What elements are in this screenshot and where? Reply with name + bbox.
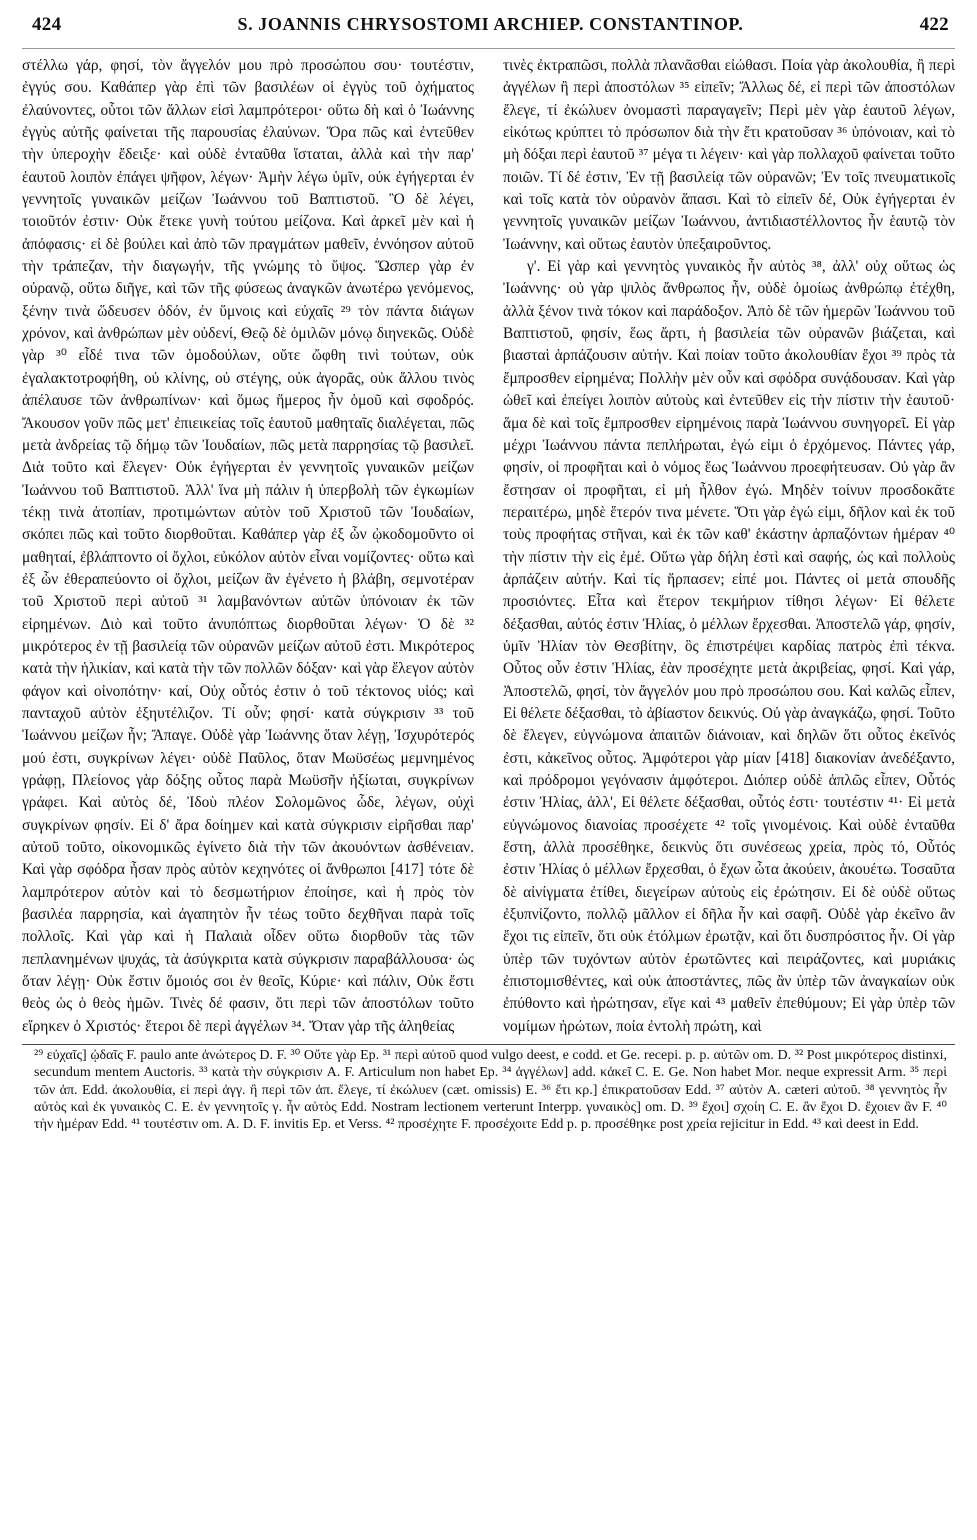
right-column [503,55,955,1038]
right-paragraph: τινὲς ἐκτραπῶσι, πολλὰ πλανᾶσθαι εἰώθασι. Ποία γὰρ ἀκολουθία, ἢ περὶ ἀγγέλων ἢ περὶ ἀποστόλων ³⁵ εἰπεῖν; Ἄλλως δέ, εἰ περὶ τῶν ἀποστόλων ἔλεγε, τί ἐκώλυεν ὀνομαστὶ παραγαγεῖν; Περὶ μὲν γὰρ ἑαυτοῦ λέγων, εἰκότως κρύπτει τὸ πρόσωπον διὰ τὴν ἔτι κρατοῦσαν ³⁶ ὑπόνοιαν, καὶ τὸ μὴ δόξαι περὶ ἑαυτοῦ ³⁷ μέγα τι λέγειν· καὶ γὰρ πολλαχοῦ φαίνεται τοῦτο ποιῶν. Τί δέ ἐστιν, Ἐν τῇ βασιλείᾳ τῶν οὐρανῶν; Ἐν τοῖς πνευματικοῖς καὶ τοῖς κατὰ τὸν οὐρανὸν ἅπασι. Καὶ τὸ εἰπεῖν δέ, Οὐκ ἐγήγερται ἐν γεννητοῖς γυναικῶν μείζων Ἰωάννου, ἀντιδιαστέλλοντος ἦν ἑαυτῷ τὸν Ἰωάννην, καὶ οὕτως ἑαυτὸν ὑπεξαιροῦντος. [503,57,955,253]
running-title: S. JOANNIS CHRYSOSTOMI ARCHIEP. CONSTANTINOP. [237,14,744,34]
left-page-number: 424 [32,14,62,35]
left-column [22,55,474,1038]
running-head [22,14,955,49]
right-page-number: 422 [919,14,949,35]
footnotes: ²⁹ εὐχαῖς] ᾠδαῖς F. paulo ante ἀνώτερος D. F. ³⁰ Οὔτε γὰρ Ep. ³¹ περὶ αὐτοῦ quod vulgo deest, e codd. et Ge. recepi. p. p. αὐτῶν om. D. ³² Post μικρότερος distinxi, secundum mentem Auctoris. ³³ κατὰ τὴν σύγκρισιν A. F. Articulum non habet Ep. ³⁴ ἀγγέλων] add. κἀκεῖ C. E. Ge. Non habet Mor. neque expressit Arm. ³⁵ περὶ τῶν ἀπ. Edd. ἀκολουθία, εἰ περὶ ἀγγ. ἢ περὶ τῶν ἀπ. ἔλεγε, τί ἐκώλυεν (cæt. omissis) E. ³⁶ ἔτι κρ.] ἐπικρατοῦσαν Edd. ³⁷ αὐτὸν A. cæteri αὐτοῦ. ³⁸ γεννητὸς ἦν αὐτὸς καὶ ἐκ γυναικὸς C. E. ἐν γεννητοῖς γ. ἦν αὐτὸς Edd. Nostram lectionem verterunt Interpp. γυναικὸς] om. D. ³⁹ ἔχοι] σχοίη C. E. ἂν ἔχοι D. ἔχοιεν ἂν F. ⁴⁰ τὴν ἡμέραν Edd. ⁴¹ τουτέστιν om. A. D. F. invitis Ep. et Verss. ⁴² προσέχητε F. προσέχοιτε Edd p. p. προσέθηκε post χρεία rejicitur in Edd. ⁴³ καὶ deest in Edd. [34,1048,947,1132]
right-paragraph: γ'. Εἰ γὰρ καὶ γεννητὸς γυναικὸς ἦν αὐτὸς ³⁸, ἀλλ' οὐχ οὕτως ὡς Ἰωάννης· οὐ γὰρ ψιλὸς ἄνθρωπος ἦν, οὐδὲ ὁμοίως ἀνθρώπῳ ἐτέχθη, ἀλλὰ ξένον τινὰ τόκον καὶ παράδοξον. Ἀπὸ δὲ τῶν ἡμερῶν Ἰωάννου τοῦ Βαπτιστοῦ, φησίν, ἕως ἄρτι, ἡ βασιλεία τῶν οὐρανῶν βιάζεται, καὶ βιασταὶ ἁρπάζουσιν αὐτήν. Καὶ ποίαν τοῦτο ἀκολουθίαν ἔχοι ³⁹ πρὸς τὰ ἔμπροσθεν εἰρημένα; Πολλὴν μὲν οὖν καὶ σφόδρα συνᾴδουσαν. Καὶ γὰρ ὠθεῖ καὶ ἐπείγει λοιπὸν αὐτοὺς καὶ ἐντεῦθεν εἰς τὴν πίστιν τὴν ἑαυτοῦ· ἅμα δὲ καὶ τοῖς ἔμπροσθεν εἰρημένοις παρὰ Ἰωάννου συνηγορεῖ. Εἰ γὰρ μέχρι Ἰωάννου πάντα πεπλήρωται, ἐγώ εἰμι ὁ ἐρχόμενος. Πάντες γάρ, φησίν, οἱ προφῆται καὶ ὁ νόμος ἕως Ἰωάννου προεφήτευσαν. Οὐ γὰρ ἂν ἔστησαν οἱ προφῆται, εἰ μὴ ἦλθον ἐγώ. Μηδὲν τοίνυν προσδοκᾶτε περαιτέρω, μηδὲ ἕτερόν τινα μένετε. Ὅτι γὰρ ἐγώ εἰμι, δῆλον καὶ ἐκ τοῦ τοὺς προφήτας στῆναι, καὶ ἐκ τῶν καθ' ἑκάστην ἁρπαζόντων ἡμέραν ⁴⁰ τὴν πίστιν τὴν εἰς ἐμέ. Οὕτω γὰρ δήλη ἐστὶ καὶ σαφής, ὡς καὶ πολλοὺς ἁρπάζειν αὐτήν. Καὶ τίς ἥρπασεν; εἰπέ μοι. Πάντες οἱ μετὰ σπουδῆς προσιόντες. Εἶτα καὶ ἕτερον τεκμήριον τίθησι λέγων· Εἰ θέλετε δέξασθαι, αὐτός ἐστιν Ἠλίας, ὁ μέλλων ἔρχεσθαι. Ἀποστελῶ γάρ, φησίν, ὑμῖν Ἠλίαν τὸν Θεσβίτην, ὃς ἐπιστρέψει καρδίας πατρὸς ἐπὶ τέκνα. Οὗτος οὖν ἐστιν Ἠλίας, ἐὰν προσέχητε μετὰ ἀκριβείας, φησί. Καὶ γάρ, Ἀποστελῶ, φησί, τὸν ἄγγελόν μου πρὸ προσώπου σου. Καὶ καλῶς εἶπεν, Εἰ θέλετε δέξασθαι, τὸ ἀβίαστον δεικνύς. Οὐ γὰρ ἀναγκάζω, φησί. Τοῦτο δὲ ἔλεγεν, εὐγνώμονα ἀπαιτῶν διάνοιαν, καὶ δηλῶν ὅτι οὗτος ἐκεῖνός ἐστι, κἀκεῖνος οὗτος. Ἀμφότεροι γὰρ μίαν [418] διακονίαν ἀνεδέξαντο, καὶ πρόδρομοι γεγόνασιν ἀμφότεροι. Διόπερ οὐδὲ ἁπλῶς εἶπεν, Οὗτός ἐστιν Ἠλίας, ἀλλ', Εἰ θέλετε δέξασθαι, οὗτός ἐστι· τουτέστιν ⁴¹· Εἰ μετὰ εὐγνώμονος διανοίας προσέχετε ⁴² τοῖς γινομένοις. Καὶ οὐδὲ ἐνταῦθα ἔστη, ἀλλὰ προσέθηκε, δεικνὺς ὅτι συνέσεως χρεία, πρὸς τό, Οὗτός ἐστιν Ἠλίας ὁ μέλλων ἔρχεσθαι, ὁ ἔχων ὦτα ἀκούειν, ἀκουέτω. Τοσαῦτα δὲ αἰνίγματα ἐτίθει, διεγείρων αὐτοὺς εἰς ἐρώτησιν. Εἰ δὲ οὐδὲ οὕτως ἐξυπνίζοντο, πολλῷ μᾶλλον εἰ δῆλα ἦν καὶ σαφῆ. Οὐδὲ γὰρ ἐκεῖνο ἂν ἔχοι τις εἰπεῖν, ὅτι οὐκ ἐτόλμων ἐρωτᾷν, καὶ ὅτι δυσπρόσιτος ἦν. Οἱ γὰρ ὑπὲρ τῶν τυχόντων αὐτὸν ἐρωτῶντες καὶ πειράζοντες, καὶ μυριάκις ἐπιστομισθέντες, καὶ οὐκ ἀποστάντες, πῶς ἂν ὑπὲρ τῶν ἀναγκαίων οὐκ ἐπύθοντο καὶ ἠρώτησαν, εἴγε καὶ ⁴³ μαθεῖν ἐπεθύμουν; Εἰ γὰρ ὑπὲρ τῶν νομίμων ἠρώτων, ποία ἐντολὴ πρώτη, καὶ [503,258,955,1035]
text-columns [22,55,955,1038]
left-paragraph: στέλλω γάρ, φησί, τὸν ἄγγελόν μου πρὸ προσώπου σου· τουτέστιν, ἐγγύς σου. Καθάπερ γὰρ ἐπὶ τῶν βασιλέων οἱ ἐγγὺς τοῦ ὀχήματος ἐλαύνοντες, οὗτοι τῶν ἄλλων εἰσὶ λαμπρότεροι· οὕτω δὴ καὶ ὁ Ἰωάννης ἐγγὺς αὐτῆς φαίνεται τῆς παρουσίας ἐλαύνων. Ὅρα πῶς καὶ ἐντεῦθεν τὴν ὑπεροχὴν ἔδειξε· καὶ οὐδὲ ἐνταῦθα ἵσταται, ἀλλὰ καὶ τὴν παρ' ἑαυτοῦ λοιπὸν ἐπάγει ψῆφον, λέγων· Ἀμὴν λέγω ὑμῖν, οὐκ ἐγήγερται ἐν γεννητοῖς γυναικῶν μείζων Ἰωάννου τοῦ Βαπτιστοῦ. Ὃ δὲ λέγει, τοιοῦτόν ἐστιν· Οὐκ ἔτεκε γυνὴ τούτου μείζονα. Καὶ ἀρκεῖ μὲν καὶ ἡ ἀπόφασις· εἰ δὲ βούλει καὶ ἀπὸ τῶν πραγμάτων μαθεῖν, ἐννόησον αὐτοῦ τὴν τράπεζαν, τὴν διαγωγήν, τῆς γνώμης τὸ ὕψος. Ὥσπερ γὰρ ἐν οὐρανῷ, οὕτω διῆγε, καὶ τῶν τῆς φύσεως ἀναγκῶν ἀνωτέρω γενόμενος, ξένην τινὰ ὥδευσεν ὁδόν, ἐν ὕμνοις καὶ εὐχαῖς ²⁹ τὸν πάντα διάγων χρόνον, καὶ ἀνθρώπων μὲν οὐδενί, Θεῷ δὲ ὁμιλῶν μόνῳ διηνεκῶς. Οὐδὲ γὰρ ³⁰ εἶδέ τινα τῶν ὁμοδούλων, οὔτε ὤφθη τινὶ τούτων, οὐκ ἐγαλακτοτροφήθη, οὐ κλίνης, οὐ στέγης, οὐκ ἀγορᾶς, οὐκ ἄλλου τινὸς ἀπέλαυσε τῶν ἀνθρωπίνων· καὶ ὅμως ἥμερος ἦν ὁμοῦ καὶ σφοδρός. Ἄκουσον γοῦν πῶς μετ' ἐπιεικείας τοῖς ἑαυτοῦ μαθηταῖς διαλέγεται, πῶς μετὰ ἀνδρείας τῷ δήμῳ τῶν Ἰουδαίων, πῶς μετὰ παρρησίας τῷ βασιλεῖ. Διὰ τοῦτο καὶ ἔλεγεν· Οὐκ ἐγήγερται ἐν γεννητοῖς γυναικῶν μείζων Ἰωάννου τοῦ Βαπτιστοῦ. Ἀλλ' ἵνα μὴ πάλιν ἡ ὑπερβολὴ τῶν ἐγκωμίων τέκῃ τινὰ ἀτοπίαν, προτιμώντων αὐτὸν τοῦ Χριστοῦ τῶν Ἰουδαίων, σκόπει πῶς καὶ τοῦτο διορθοῦται. Καθάπερ γὰρ ἐξ ὧν ᾠκοδομοῦντο οἱ μαθηταί, ἐβλάπτοντο οἱ ὄχλοι, εὐκόλον αὐτὸν εἶναι νομίζοντες· οὕτω καὶ ἐξ ὧν ἐθεραπεύοντο οἱ ὄχλοι, μείζων ἂν ἐγένετο ἡ βλάβη, σεμνοτέραν τοῦ Χριστοῦ περὶ αὐτοῦ ³¹ λαμβανόντων αὐτῶν ὑπόνοιαν ἐκ τῶν εἰρημένων. Διὸ καὶ τοῦτο ἀνυπόπτως διορθοῦται λέγων· Ὁ δὲ ³² μικρότερος ἐν τῇ βασιλείᾳ τῶν οὐρανῶν μείζων αὐτοῦ ἐστι. Μικρότερος κατὰ τὴν ἡλικίαν, καὶ κατὰ τὴν τῶν πολλῶν δόξαν· καὶ γὰρ ἔλεγον αὐτὸν φάγον καὶ οἰνοπότην· καί, Οὐχ οὗτός ἐστιν ὁ τοῦ τέκτονος υἱός; καὶ πανταχοῦ αὐτὸν ἐξηυτέλιζον. Τί οὖν; φησί· κατὰ σύγκρισιν ³³ τοῦ Ἰωάννου μείζων ἦν; Ἄπαγε. Οὐδὲ γὰρ Ἰωάννης ὅταν λέγῃ, Ἰσχυρότερός μού ἐστι, συγκρίνων λέγει· οὐδὲ Παῦλος, ὅταν Μωϋσέως μεμνημένος γράφῃ, Πλείονος γὰρ δόξης οὗτος παρὰ Μωϋσῆν ἠξίωται, συγκρίνων γράφει. Καὶ αὐτὸς δέ, Ἰδοὺ πλέον Σολομῶνος ὧδε, λέγων, οὐχὶ συγκρίνων φησίν. Εἰ δ' ἄρα δοίημεν καὶ κατὰ σύγκρισιν εἰρῆσθαι παρ' αὐτοῦ τοῦτο, οἰκονομικῶς ἐγίνετο διὰ τὴν τῶν ἀκουόντων ἀσθένειαν. Καὶ γὰρ σφόδρα ἦσαν πρὸς αὐτὸν κεχηνότες οἱ ἄνθρωποι [417] τότε δὲ λαμπρότερον αὐτὸν καὶ τὸ δεσμωτήριον ἐποίησε, καὶ ἡ πρὸς τὸν βασιλέα παρρησία, καὶ ἀγαπητὸν ἦν τέως τοῦτο δεχθῆναι παρὰ τοῖς πολλοῖς. Καὶ γὰρ καὶ ἡ Παλαιὰ οἶδεν οὕτω διορθοῦν τὰς τῶν πεπλανημένων ψυχάς, τὰ ἀσύγκριτα κατὰ σύγκρισιν παραβάλλουσα· ὡς ὅταν λέγῃ· Οὐκ ἔστιν ὅμοιός σοι ἐν θεοῖς, Κύριε· καὶ πάλιν, Οὐκ ἔστι θεὸς ὡς ὁ θεὸς ἡμῶν. Τινὲς δέ φασιν, ὅτι περὶ τῶν ἀποστόλων τοῦτο εἴρηκεν ὁ Χριστός· ἕτεροι δὲ περὶ ἀγγέλων ³⁴. Ὅταν γὰρ τῆς ἀληθείας [22,57,474,1035]
